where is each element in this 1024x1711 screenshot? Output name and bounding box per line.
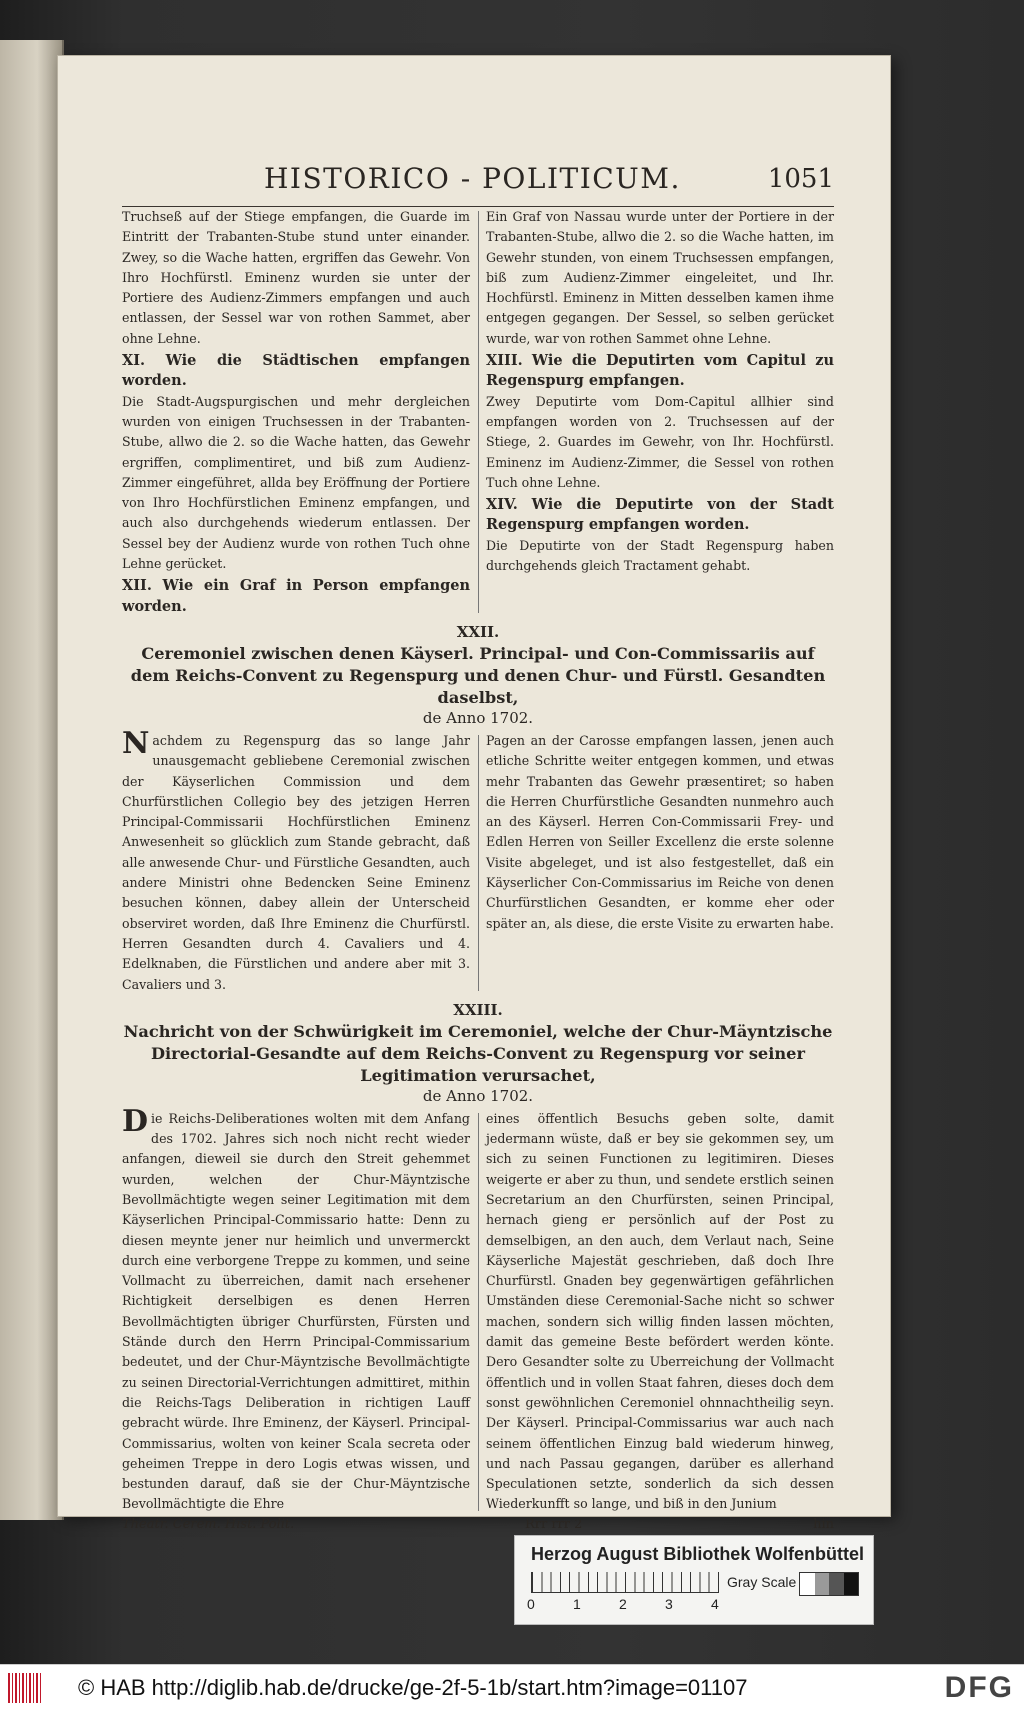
gray-swatch [815, 1573, 830, 1595]
color-calibration-card [514, 1535, 874, 1625]
column-rule [478, 1113, 479, 1511]
section-23-columns [122, 1103, 834, 1515]
gray-swatch [800, 1573, 815, 1595]
section-23-right-text: eines öffentlich Besuchs geben solte, damit jedermann wüste, daß er bey sie gekommen sey, um sich zu seinen Functionen zu legitimiren. Dieses weigerte er aber zu thun, und sendete erstlich seinen Secretarium an den Churfürsten, seinen Principal, hernach gieng er persönlich auf der Post zu demselbigen, an den auch, dem Verlaut nach, Seine Käyserliche Majestät geschrieben, daß doch Ihre Churfürstl. Gnaden bey gegenwärtigen gefährlichen Umständen diese Ceremonial-Sache nicht so schwer machen, sondern sich willig finden lassen möchten, damit das gemeine Beste befördert werden könte. Dero Gesandter solte zu Uberreichung der Vollmacht öffentlich und in vollen Staat fahren, dieses doch dem sonst gewöhnlichen Ceremoniel ohnnachtheilig seyn. Der Käyserl. Principal-Commissarius war auch nach seinem öffentlichen Einzug bald wiederum hinweg, und nach Passau gegangen, darüber es allerhand Speculationen setzte, sonderlich da sich dessen Wiederkunfft so lange, und biß in den Junium [486, 1110, 834, 1512]
section-22-left-text: Nachdem zu Regenspurg das so lange Jahr unausgemacht gebliebene Ceremonial zwischen der Käyserlichen Commission und dem Churfürstlichen Collegio bey des jetzigen Herren Principal-Commissarii Hochfürstlichen Eminenz Anwesenheit so glücklich zum Stande gebracht, daß alle anwesende Chur- und Fürstliche Gesandten, auch andere Ministri ohne Bedencken Seine Eminenz besuchen können, dabey allein der Unterscheid observiret worden, daß Ihre Eminenz die Churfürstl. Herren Gesandten durch 4. Cavaliers und 4. Edelknaben, die Fürstlichen und andere aber mit 3. Cavaliers und 3. [122, 725, 470, 992]
footer-title: Theatr. Cerem. Hist. Polit. [122, 1516, 295, 1532]
footer-catchword: hin [813, 1516, 834, 1532]
source-link[interactable]: © HAB http://diglib.hab.de/drucke/ge-2f-5-1b/start.htm?image=01107 [78, 1675, 748, 1700]
bottom-bar [0, 1664, 1024, 1711]
right-col-heading: XIV. Wie die Deputirte von der Stadt Regenspurg empfangen worden. [486, 496, 834, 534]
ruler-number: 1 [573, 1596, 581, 1612]
previous-page-edge [0, 40, 64, 1520]
section-22-right-text: Pagen an der Carosse empfangen lassen, jenen auch etliche Schritte weiter entgegen kommen, und etwas mehr Trabanten das Gewehr præsentiret; so haben die Herren Churfürstliche Gesandten nunmehro auch an des Käyserl. Herren Con-Commissarii Frey- und Edlen Herren von Seiller Excellenz die erste solenne Visite abgeleget, und ist also festgestellet, daß ein Käyserlicher Con-Commissarius im Reiche von denen Churfürstlichen Gesandten, er komme eher oder später an, als diese, die erste Visite zu erwarten habe. [486, 732, 834, 931]
section-23-title: Nachricht von der Schwürigkeit im Ceremoniel, welche der Chur-Mäyntzische Directorial-Gesandte auf dem Reichs-Convent zu Regenspurg vor seiner Legitimation verursachet, [123, 1021, 833, 1085]
dfg-logo: DFG [944, 1671, 1014, 1704]
left-col-heading: XI. Wie die Städtischen empfangen worden. [122, 352, 470, 390]
hab-logo-icon [8, 1673, 42, 1703]
section-22-columns [122, 725, 834, 995]
column-rule [478, 735, 479, 991]
footer-signature: Rrr rrr 2 [524, 1516, 583, 1532]
section-22-number: XXII. [456, 622, 500, 641]
right-col-paragraph: Ein Graf von Nassau wurde unter der Portiere in der Trabanten-Stube, allwo die 2. so die Wache hatten, im Gewehr stunden, von einem Truchsessen empfangen, biß zum Audienz-Zimmer eingeleitet, und Ihr. Hochfürstl. Eminenz in Mitten desselben kamen ihme entgegen gegangen. Der Sessel, so selben gerücket wurde, war von rothen Sammet ohne Lehne. [486, 209, 834, 346]
ruler-number: 4 [711, 1596, 719, 1612]
section-22-title: Ceremoniel zwischen denen Käyserl. Principal- und Con-Commissariis auf dem Reichs-Convent zu Regenspurg und denen Chur- und Fürstl. Gesandten daselbst, [130, 643, 826, 707]
left-col-heading: XII. Wie ein Graf in Person empfangen worden. [122, 577, 470, 615]
left-column-top [122, 207, 470, 617]
running-title: HISTORICO - POLITICUM. [264, 162, 681, 195]
left-col-paragraph: Die Stadt-Augspurgischen und mehr dergleichen wurden von einigen Truchsessen in der Trabanten-Stube, allwo die 2. so die Wache hatten, das Gewehr ergriffen, complimentiret, und biß zum Audienz-Zimmer eingeführet, allda bey Eröffnung der Portiere von Ihro Hochfürstlichen Eminenz empfangen, und auch also durchgehends wiederum entlassen. Der Sessel bey der Audienz wurde von rothen Tuch ohne Lehne gerücket. [122, 393, 470, 572]
right-col-heading: XIII. Wie die Deputirten vom Capitul zu Regenspurg empfangen. [486, 352, 834, 390]
page-number: 1051 [767, 164, 834, 194]
right-column-top [486, 207, 834, 617]
gray-swatch [829, 1573, 844, 1595]
top-columns [122, 207, 834, 617]
text-area [122, 160, 834, 1532]
right-col-paragraph: Zwey Deputirte vom Dom-Capitul allhier sind empfangen worden von 2. Truchsessen auf der Stiege, 2. Guardes im Gewehr, von Ihr. Hochfürstl. Eminenz im Audienz-Zimmer, die Sessel von rothen Tuch ohne Lehne. [486, 393, 834, 490]
ruler-number: 3 [665, 1596, 673, 1612]
left-col-paragraph: Truchseß auf der Stiege empfangen, die Guarde im Eintritt der Trabanten-Stube stund unter einander. Zwey, so die Wache hatten, ergriffen das Gewehr. Von Ihro Hochfürstl. Eminenz wurden sie unter der Portiere des Audienz-Zimmers empfangen und auch entlassen, der Sessel war von rothen Sammet, aber ohne Lehne. [122, 209, 470, 346]
running-head [122, 160, 834, 207]
section-23-left-text: Die Reichs-Deliberationes wolten mit dem Anfang des 1702. Jahres sich noch nicht recht wieder anfangen, dieweil sie durch den Streit gehemmet wurden, welchen der Chur-Mäyntzische Bevollmächtigte wegen seiner Legitimation mit dem Käyserlichen Principal-Commissario hatte: Denn zu diesen meynte jener nur heimlich und unvermerckt durch eine verborgene Treppe zu kommen, und seine Vollmacht zu überreichen, damit nach ersehener Richtigkeit derselbigen es denen Herren Bevollmächtigten übriger Churfürsten, Fürsten und Stände durch den Herrn Principal-Commissarium bedeutet, und der Chur-Mäyntzische Bevollmächtigte zu seinen Directorial-Verrichtungen admittiret, mithin die Reichs-Tags Deliberation in richtigen Lauff gebracht würde. Ihre Eminenz, der Käyserl. Principal-Commissarius, wolten von keiner Scala secreta oder geheimen Treppe in dero Logis etwas wissen, und bestunden darauf, daß sie der Chur-Mäyntzische Bevollmächtigte die Ehre [122, 1103, 470, 1512]
right-col-paragraph: Die Deputirte von der Stadt Regenspurg haben durchgehends gleich Tractament gehabt. [486, 537, 834, 574]
card-title: Herzog August Bibliothek Wolfenbüttel [531, 1544, 864, 1564]
page-footer [122, 1517, 834, 1532]
gray-scale-label: Gray Scale [727, 1574, 797, 1590]
column-rule [478, 211, 479, 613]
book-page [58, 56, 890, 1532]
ruler-number: 0 [527, 1596, 535, 1612]
section-22-date: de Anno 1702. [422, 708, 534, 727]
section-23-date: de Anno 1702. [422, 1086, 534, 1105]
section-23-number: XXIII. [453, 1000, 503, 1019]
gray-scale-swatches [799, 1572, 859, 1596]
ruler-number: 2 [619, 1596, 627, 1612]
gray-swatch [844, 1573, 859, 1595]
ruler-scale [531, 1572, 719, 1593]
